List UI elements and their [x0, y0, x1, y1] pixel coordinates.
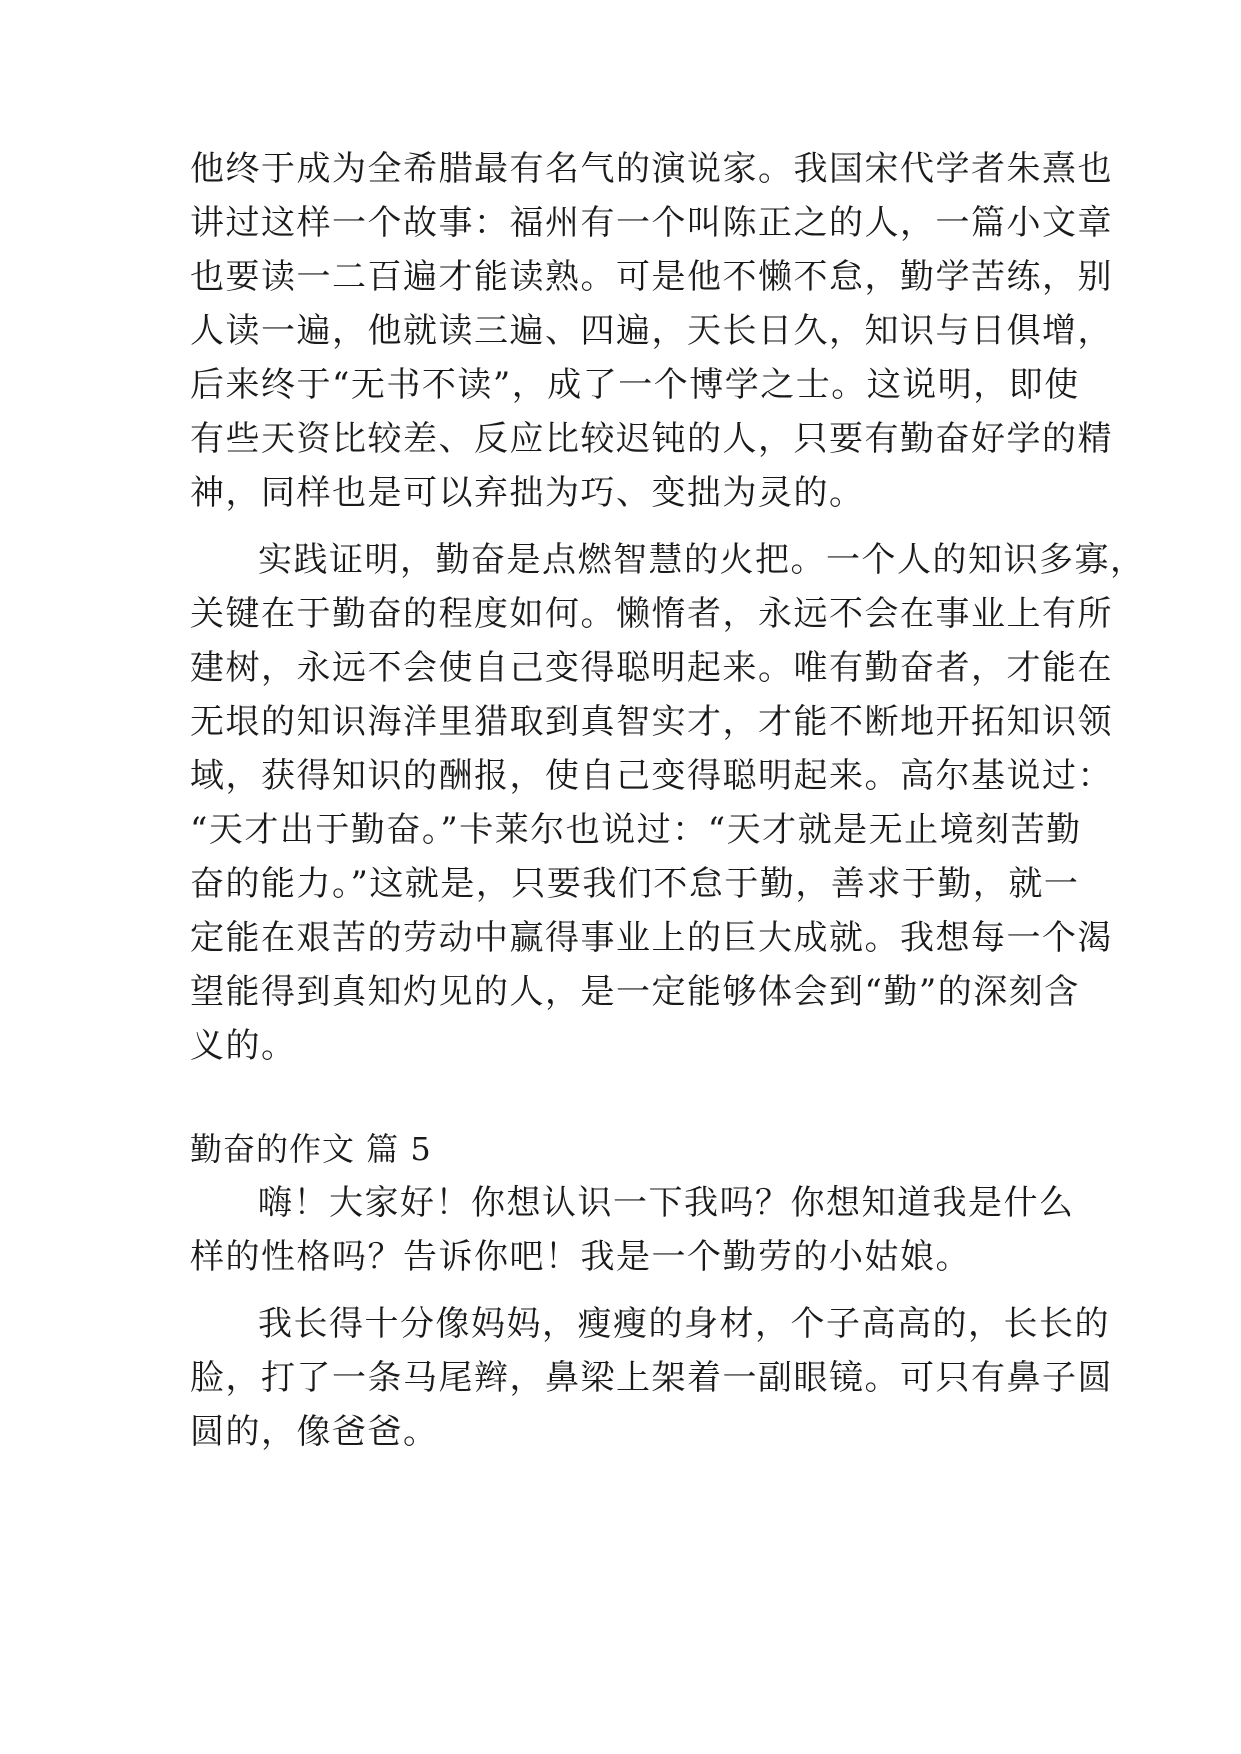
paragraph-2-line-5: 域，获得知识的酬报，使自己变得聪明起来。高尔基说过：: [190, 756, 1113, 796]
paragraph-2-line-1: 实践证明，勤奋是点燃智慧的火把。一个人的知识多寡，: [258, 540, 1146, 580]
paragraph-1-line-6: 有些天资比较差、反应比较迟钝的人，只要有勤奋好学的精: [190, 419, 1113, 459]
paragraph-2-line-8: 定能在艰苦的劳动中赢得事业上的巨大成就。我想每一个渴: [190, 918, 1113, 958]
paragraph-1-line-1: 他终于成为全希腊最有名气的演说家。我国宋代学者朱熹也: [190, 149, 1113, 189]
paragraph-1-line-5: 后来终于“无书不读”，成了一个博学之士。这说明，即使: [190, 365, 1080, 405]
section-paragraph-1-line-1: 嗨！大家好！你想认识一下我吗？你想知道我是什么: [258, 1183, 1075, 1223]
paragraph-2-line-2: 关键在于勤奋的程度如何。懒惰者，永远不会在事业上有所: [190, 594, 1113, 634]
section-paragraph-2-line-1: 我长得十分像妈妈，瘦瘦的身材，个子高高的，长长的: [258, 1304, 1110, 1344]
paragraph-2-line-6: “天才出于勤奋。”卡莱尔也说过：“天才就是无止境刻苦勤: [190, 810, 1082, 850]
paragraph-2-line-9: 望能得到真知灼见的人，是一定能够体会到“勤”的深刻含: [190, 972, 1080, 1012]
paragraph-2-line-4: 无垠的知识海洋里猎取到真智实才，才能不断地开拓知识领: [190, 702, 1113, 742]
section-paragraph-1-line-2: 样的性格吗？告诉你吧！我是一个勤劳的小姑娘。: [190, 1237, 971, 1277]
paragraph-2-line-7: 奋的能力。”这就是，只要我们不怠于勤，善求于勤，就一: [190, 864, 1080, 904]
section-paragraph-2-line-2: 脸，打了一条马尾辫，鼻梁上架着一副眼镜。可只有鼻子圆: [190, 1358, 1113, 1398]
paragraph-2-line-10: 义的。: [190, 1026, 297, 1066]
section-heading: 勤奋的作文 篇 5: [190, 1130, 432, 1168]
section-paragraph-2-line-3: 圆的，像爸爸。: [190, 1412, 439, 1452]
paragraph-1-line-2: 讲过这样一个故事：福州有一个叫陈正之的人，一篇小文章: [190, 203, 1113, 243]
paragraph-1-line-3: 也要读一二百遍才能读熟。可是他不懒不怠，勤学苦练，别: [190, 257, 1113, 297]
paragraph-1-line-7: 神，同样也是可以弃拙为巧、变拙为灵的。: [190, 473, 865, 513]
paragraph-2-line-3: 建树，永远不会使自己变得聪明起来。唯有勤奋者，才能在: [190, 648, 1113, 688]
paragraph-1-line-4: 人读一遍，他就读三遍、四遍，天长日久，知识与日俱增，: [190, 311, 1113, 351]
